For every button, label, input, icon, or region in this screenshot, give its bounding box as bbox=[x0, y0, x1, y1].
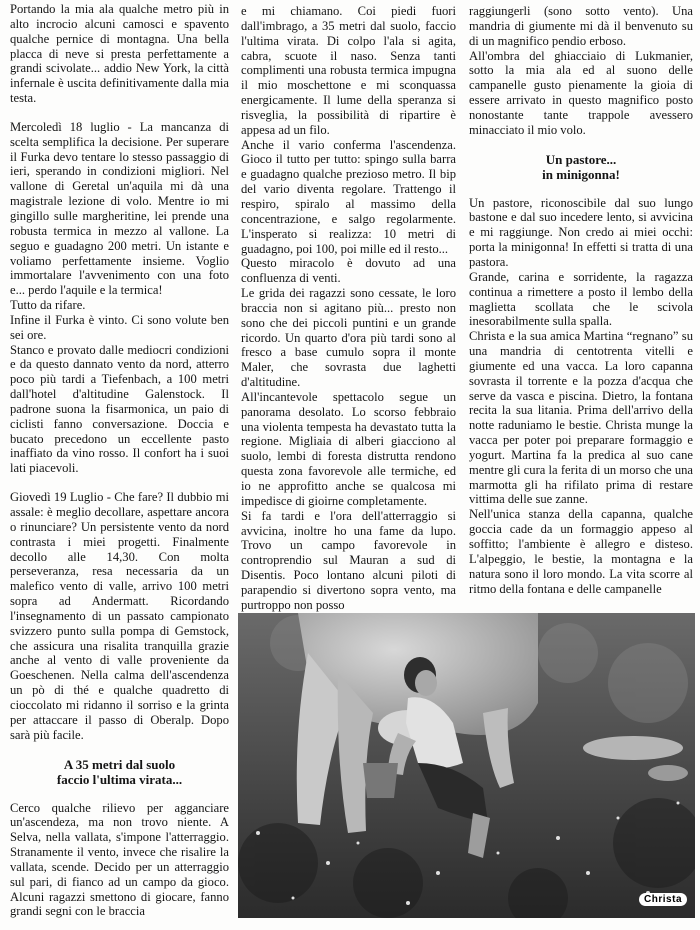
paragraph: Questo miracolo è dovuto ad una confluenza di venti. bbox=[241, 256, 456, 286]
paragraph: Si fa tardi e l'ora dell'atterraggio si avvicina, inoltre ho una fame da lupo. Trovo un campo favorevole in controprendio sul Mauran a sud di Disentis. Poco lontano alcuni piloti di parapendio si divertono sopra vento, ma purtroppo non posso bbox=[241, 508, 456, 612]
heading-line-1: A 35 metri dal suolo bbox=[63, 756, 176, 772]
heading-line-2: in minigonna! bbox=[542, 166, 620, 182]
paragraph: Christa e la sua amica Martina “regnano” su una mandria di centotrenta vitelli e giumente ed una vacca. La loro capanna sovrasta il torrente e la pozza d'acqua che serve da vasca e piscina. Dietro, la fontana recita la sua litania. Prima dell'arrivo della notte raduniamo le bestie. Christa munge la vacca per poter poi preparare formaggio e yogurt. Martina fa la predica al suo cane mentre gli cura la ferita di un morso che una marmotta gli ha rifilato prima di restare vittima delle sue zanne. bbox=[469, 329, 693, 507]
heading-line-2: faccio l'ultima virata... bbox=[56, 771, 183, 787]
paragraph: All'incantevole spettacolo segue un panorama desolato. Lo scorso febbraio una violenta tempesta ha devastato tutta la regione. Migliaia di alberi giacciono al suolo, lembi di foresta distrutta rendono questa zona favorevole alle termiche, ed io ne approfitto anche se qualcosa mi impedisce di gioirne completamente. bbox=[241, 389, 456, 508]
text-column-2 bbox=[241, 4, 456, 613]
paragraph: Tutto da rifare. bbox=[10, 298, 86, 313]
paragraph: Stanco e provato dalle mediocri condizioni e da questo dannato vento da nord, atterro poco più tardi a Tiefenbach, a 100 metri dall'hotel d'altitudine Galenstock. Il padrone suona la fisarmonica, un paio di ciclisti fanno conversazione. Doccia e bucato precedono un eccellente pasto inaffiato da vino rosso. Il confort ha i suoi lati piacevoli. bbox=[10, 342, 229, 476]
section-heading bbox=[469, 152, 693, 182]
paragraph: Nell'unica stanza della capanna, qualche goccia cade da un formaggio appeso al soffitto; l'ambiente è allegro e disteso. L'alpeggio, le bestie, la montagna e la natura sono il loro mondo. La vita scorre al ritmo della fontana e delle campanelle bbox=[469, 507, 693, 596]
photo bbox=[238, 613, 695, 918]
paragraph: Giovedì 19 Luglio - Che fare? Il dubbio mi assale: è meglio decollare, aspettare ancora o rinunciare? Un persistente vento da nord contrasta i miei progetti. Finalmente decollo alle 14,30. Con molta perseveranza, resa necessaria da un malefico vento di valle, arrivo 100 metri sopra ad Andermatt. Ricordando l'insegnamento di un passato campionato svizzero punto sulla pompa di Gemstock, che assicura una risalita tranquilla grazie anche al vento di valle proveniente da Goeschenen. Nella calma dell'ascendenza un pò di thé e qualche quadretto di cioccolato mi ridanno il sorriso e la grinta per attaccare il passo di Oberalp. Dopo sarà più facile. bbox=[10, 490, 229, 742]
heading-line-1: Un pastore... bbox=[545, 151, 617, 167]
paragraph: All'ombra del ghiacciaio di Lukmanier, sotto la mia ala ed al suono delle campanelle gusto pienamente la gioia di essere arrivato in questo magnifico posto nonostante tante trappole avessero minacciato il mio volo. bbox=[469, 48, 693, 137]
text-column-3 bbox=[469, 4, 693, 596]
paragraph: raggiungerli (sono sotto vento). Una mandria di giumente mi dà il benvenuto su di un magnifico pendio erboso. bbox=[469, 4, 693, 48]
section-heading bbox=[10, 757, 229, 787]
paragraph: Le grida dei ragazzi sono cessate, le loro braccia non si agitano più... presto non sono che dei piccoli puntini e un grande ricordo. Un quarto d'ora più tardi sono al fresco a base cumulo sopra il monte Maler, che sovrasta due laghetti d'altitudine. bbox=[241, 286, 456, 390]
text-column-1 bbox=[10, 2, 229, 919]
photo-cow-milking-icon bbox=[238, 613, 695, 918]
paragraph: Cerco qualche rilievo per agganciare un'ascendeza, ma non trovo niente. A Selva, nella vallata, s'impone l'atterraggio. Stranamente il vento, invece che risalire la vallata, scende. Decido per un atterraggio sul pari, di fianco ad un campo da gioco. Alcuni ragazzi smettono di giocare, fanno grandi segni con le braccia bbox=[10, 800, 229, 919]
paragraph: Mercoledì 18 luglio - La mancanza di scelta semplifica la decisione. Per superare il Furka devo tentare lo stesso passaggio di ieri, sperando in condizioni migliori. Nel vallone di Geretal un'aquila mi dà una magistrale lezione di volo. Mentre io mi gingillo sulle margheritine, lei prende una robusta termica in mezzo al vallone. La seguo e guadagno 200 metri. Un istante e voliamo perfettamente insieme. Voglio immortalare l'avvenimento con una foto e... perdo l'aquile e la termica! bbox=[10, 119, 229, 298]
paragraph: Grande, carina e sorridente, la ragazza continua a rimettere a posto il lembo della maglietta scollata che le scivola inesorabilmente sulla spalla. bbox=[469, 269, 693, 329]
photo-caption: Christa bbox=[639, 893, 687, 906]
paragraph: Anche il vario conferma l'ascendenza. Gioco il tutto per tutto: spingo sulla barra e guadagno qualche prezioso metro. Il bip del vario diventa regolare. Trattengo il respiro, spiralo al massimo della concentrazione, e salgo regolarmente. L'insperato si realizza: 10 metri di guadagno, poi 100, poi mille ed il resto... bbox=[241, 137, 456, 256]
paragraph: Un pastore, riconoscibile dal suo lungo bastone e dal suo incedere lento, si avvicina e mi raggiunge. Non credo ai miei occhi: porta la minigonna! In effetti si tratta di una pastora. bbox=[469, 195, 693, 269]
paragraph: Infine il Furka è vinto. Ci sono volute ben sei ore. bbox=[10, 312, 229, 342]
paragraph: e mi chiamano. Coi piedi fuori dall'imbrago, a 35 metri dal suolo, faccio l'ultima virata. Di colpo l'ala si agita, cabra, scuote il naso. Senza tanti complimenti una robusta termica impugna il mio moschettone e mi sconquassa energicamente. Il lume della speranza si risveglia, la possibilità di ripartire è appesa ad un filo. bbox=[241, 4, 456, 137]
paragraph: Portando la mia ala qualche metro più in alto incrocio alcuni camosci e spavento qualche pernice di montagna. Una bella placca di neve si presta perfettamente a grandi scivolate... addio New York, la città infernale è uscita definitivamente dalla mia testa. bbox=[10, 2, 229, 106]
